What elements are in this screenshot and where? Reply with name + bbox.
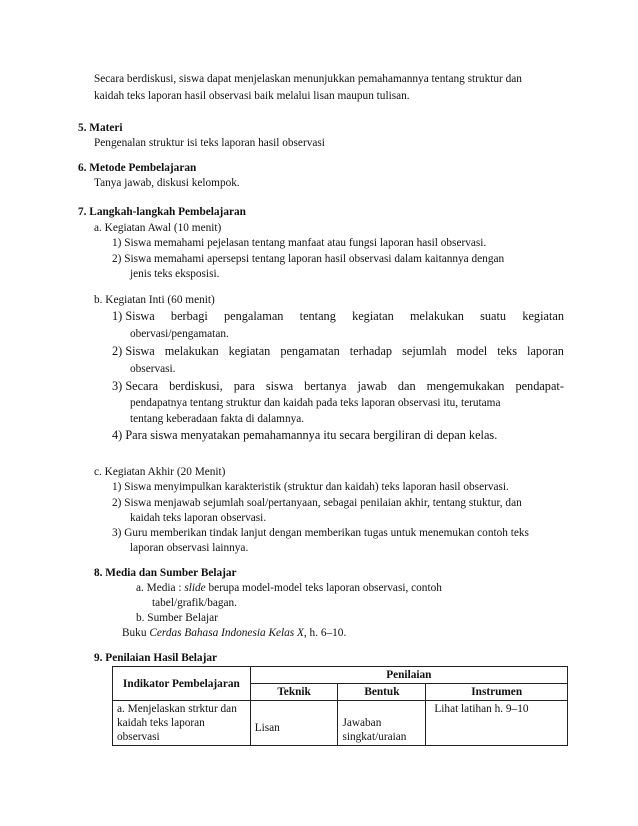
inti-item-2-word: kegiatan: [228, 344, 271, 358]
inti-item-2-cont: observasi.: [130, 363, 176, 375]
header-teknik: Teknik: [250, 684, 338, 701]
inti-item-3-word: berdiskusi,: [169, 379, 223, 393]
akhir-item-3-cont: laporan observasi lainnya.: [130, 542, 249, 554]
inti-item-3-word: para: [233, 379, 255, 393]
intro-line-1: Secara berdiskusi, siswa dapat menjelaskan menunjukkan pemahamannya tentang struktur dan: [94, 73, 522, 85]
inti-item-3-word: dan: [397, 379, 416, 393]
inti-item-3-word: mengemukakan: [426, 379, 505, 393]
inti-item-2-word: terhadap: [349, 344, 393, 358]
inti-item-1: [112, 309, 564, 324]
inti-item-2-word: teks: [497, 344, 518, 358]
inti-item-1-word: 1) Siswa: [112, 309, 155, 323]
buku-prefix: Buku: [122, 627, 150, 639]
inti-item-1-cont: obervasi/pengamatan.: [130, 328, 229, 340]
penilaian-heading: 9. Penilaian Hasil Belajar: [94, 652, 218, 664]
inti-item-1-word: kegiatan: [352, 309, 394, 323]
header-indikator: Indikator Pembelajaran: [113, 667, 251, 701]
inti-item-2: [112, 344, 564, 359]
cell-instrumen: Lihat latihan h. 9–10: [426, 701, 568, 746]
media-item-a: [136, 581, 442, 596]
akhir-item-1: 1) Siswa menyimpulkan karakteristik (struktur dan kaidah) teks laporan hasil observasi.: [112, 481, 509, 493]
inti-item-2-word: 2) Siswa: [112, 344, 155, 358]
media-item-a-rest: berupa model-model teks laporan observasi, contoh: [205, 582, 442, 594]
awal-item-2-cont: jenis teks eksposisi.: [130, 268, 220, 280]
header-penilaian: Penilaian: [250, 667, 567, 684]
cell-bentuk: Jawaban singkat/uraian: [338, 701, 426, 746]
akhir-item-2-cont: kaidah teks laporan observasi.: [130, 512, 267, 524]
inti-item-3-cont-2: tentang keberadaan fakta di dalamnya.: [130, 413, 305, 425]
inti-item-2-word: model: [456, 344, 488, 358]
awal-item-2: 2) Siswa memahami apersepsi tentang laporan hasil observasi dalam kaitannya dengan: [112, 253, 505, 265]
media-item-b: b. Sumber Belajar: [136, 612, 218, 624]
header-instrumen: Instrumen: [426, 684, 568, 701]
intro-line-2: kaidah teks laporan hasil observasi baik melalui lisan maupun tulisan.: [94, 90, 410, 102]
buku-rest: , h. 6–10.: [303, 627, 347, 639]
langkah-heading: 7. Langkah-langkah Pembelajaran: [78, 206, 246, 218]
inti-item-1-word: melakukan: [409, 309, 464, 323]
media-item-a-prefix: a. Media :: [136, 582, 185, 594]
table-header-row: [113, 667, 568, 684]
akhir-item-3: 3) Guru memberikan tindak lanjut dengan memberikan tugas untuk menemukan contoh teks: [112, 527, 529, 539]
buku-title: Cerdas Bahasa Indonesia Kelas X: [149, 627, 304, 639]
cell-teknik: Lisan: [250, 701, 338, 746]
awal-item-1: 1) Siswa memahami pejelasan tentang manfaat atau fungsi laporan hasil observasi.: [112, 237, 487, 249]
cell-indikator: a. Menjelaskan strktur dan kaidah teks laporan observasi: [113, 701, 251, 746]
inti-item-3-word: pendapat-: [515, 379, 564, 393]
materi-heading: 5. Materi: [78, 122, 123, 134]
inti-item-1-word: suatu: [480, 309, 507, 323]
inti-item-2-word: sejumlah: [402, 344, 447, 358]
penilaian-table: [112, 666, 568, 746]
inti-item-2-word: laporan: [527, 344, 564, 358]
metode-text: Tanya jawab, diskusi kelompok.: [94, 177, 240, 189]
kegiatan-awal-title: a. Kegiatan Awal (10 menit): [94, 222, 222, 234]
inti-item-2-word: melakukan: [164, 344, 219, 358]
akhir-item-2: 2) Siswa menjawab sejumlah soal/pertanyaan, sebagai penilaian akhir, tentang stuktur, dan: [112, 497, 522, 509]
inti-item-4: 4) Para siswa menyatakan pemahamannya itu secara bergiliran di depan kelas.: [112, 428, 498, 442]
kegiatan-inti-title: b. Kegiatan Inti (60 menit): [94, 294, 215, 306]
inti-item-3-word: bertanya: [304, 379, 347, 393]
inti-item-1-word: berbagi: [170, 309, 208, 323]
inti-item-1-word: kegiatan: [522, 309, 564, 323]
table-row: [113, 701, 568, 746]
inti-item-1-word: pengalaman: [224, 309, 284, 323]
inti-item-3-word: jawab: [357, 379, 387, 393]
header-bentuk: Bentuk: [338, 684, 426, 701]
metode-heading: 6. Metode Pembelajaran: [78, 162, 197, 174]
materi-text: Pengenalan struktur isi teks laporan hasil observasi: [94, 137, 325, 149]
buku-line: [122, 626, 346, 641]
inti-item-3-word: 3) Secara: [112, 379, 159, 393]
kegiatan-akhir-title: c. Kegiatan Akhir (20 Menit): [94, 466, 226, 478]
inti-item-1-word: tentang: [299, 309, 336, 323]
media-heading: 8. Media dan Sumber Belajar: [94, 567, 237, 579]
inti-item-3-cont-1: pendapatnya tentang struktur dan kaidah pada teks laporan observasi itu, terutama: [130, 397, 501, 409]
inti-item-2-word: pengamatan: [280, 344, 340, 358]
media-item-a-italic: slide: [184, 582, 206, 594]
media-item-a-cont: tabel/grafik/bagan.: [152, 597, 238, 609]
inti-item-3-word: siswa: [265, 379, 294, 393]
inti-item-3: [112, 379, 564, 394]
